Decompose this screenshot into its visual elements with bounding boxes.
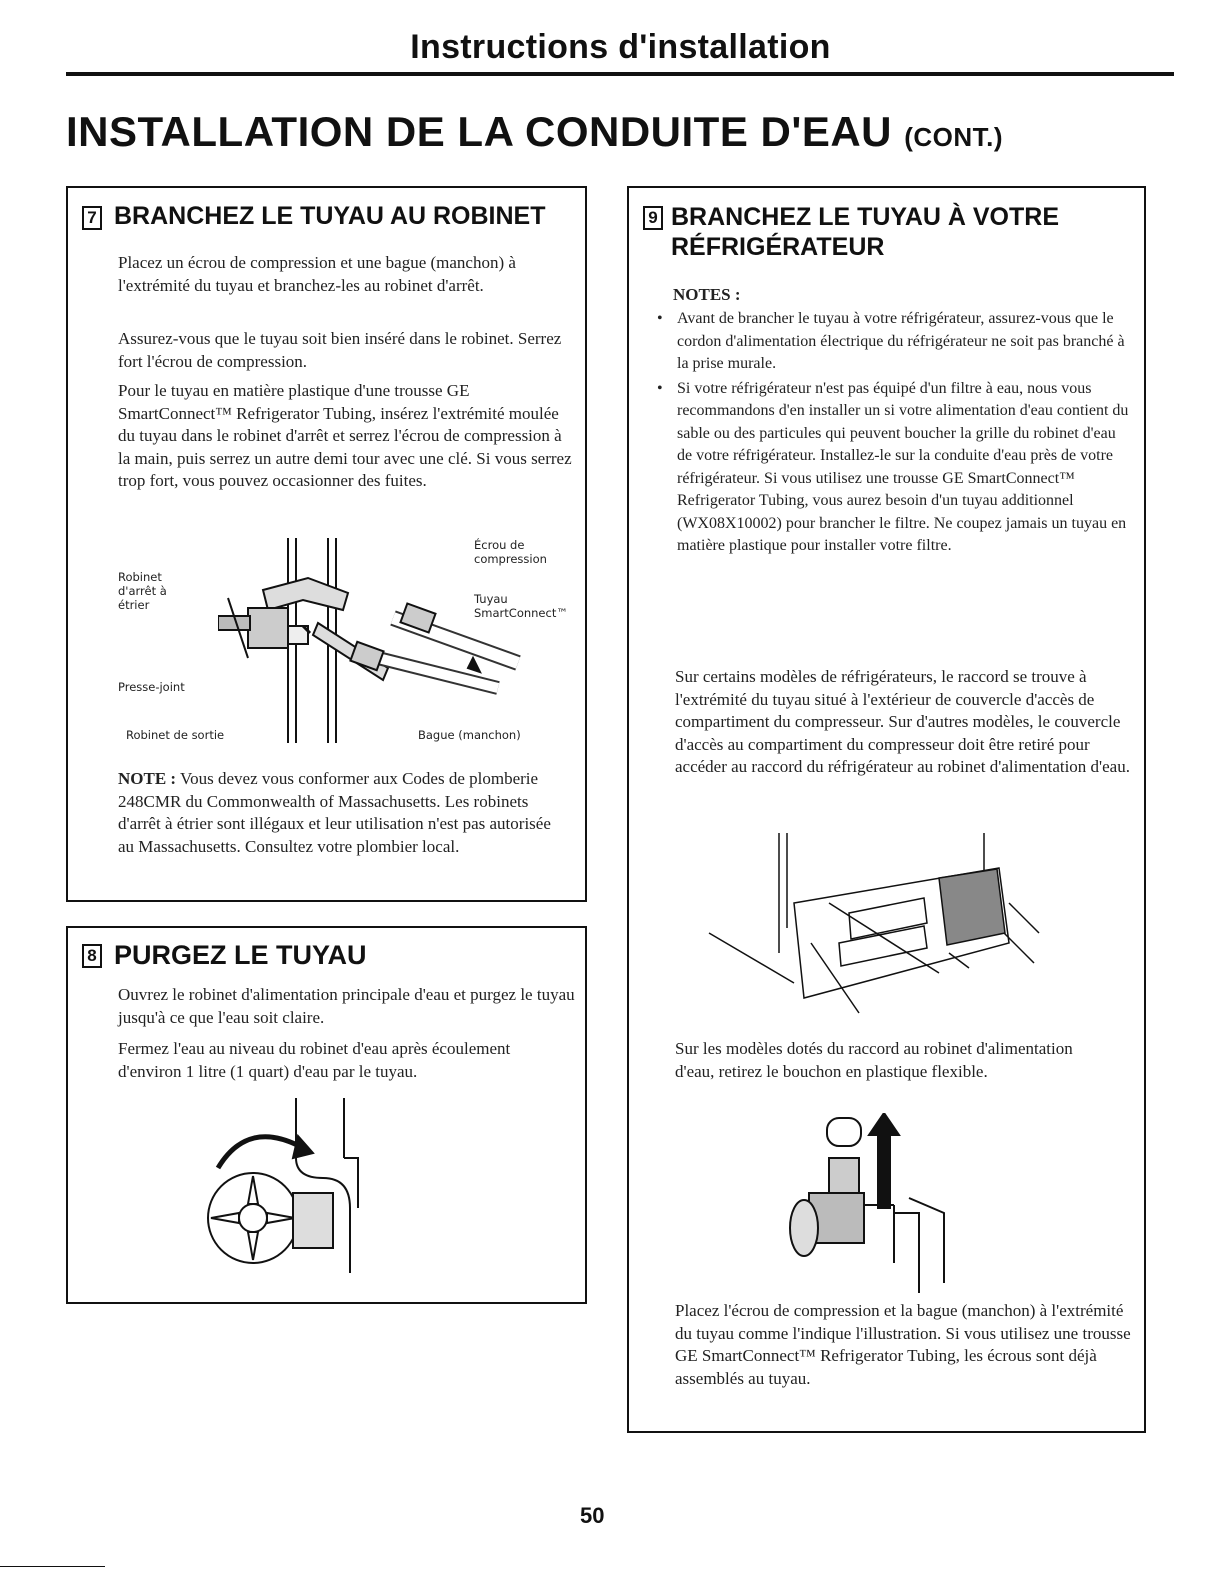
list-item: • Avant de brancher le tuyau à votre réfrigérateur, assurez-vous que le cordon d'alimentation électrique du réfrigérateur ne soit pas branché à la prise murale.: [651, 308, 1131, 376]
header-rule: [66, 72, 1174, 76]
label-robinet-arret: Robinet d'arrêt à étrier: [118, 570, 167, 612]
step-9-box: [627, 186, 1146, 1433]
shutoff-valve-illustration: [218, 538, 548, 748]
step-8-paragraph-2: Fermez l'eau au niveau du robinet d'eau après écoulement d'environ 1 litre (1 quart) d'eau par le tuyau.: [118, 1039, 511, 1081]
label-robinet-sortie: Robinet de sortie: [126, 728, 225, 742]
step-7-note: [118, 768, 563, 858]
water-valve-illustration: [198, 1098, 398, 1298]
step-8-number: 8: [82, 944, 102, 968]
step-9-paragraph-1: Sur certains modèles de réfrigérateurs, le raccord se trouve à l'extrémité du tuyau situé à l'extérieur de couvercle d'accès de compartiment du compresseur. Sur d'autres modèles, le couvercle d'accès au compartiment du compresseur doit être retiré pour accéder au raccord du réfrigérateur au robinet d'alimentation d'eau.: [675, 667, 1130, 776]
step-7-paragraph-1: Placez un écrou de compression et une bague (manchon) à l'extrémité du tuyau et branchez-les au robinet d'arrêt.: [118, 253, 516, 295]
footer-rule: [0, 1566, 105, 1567]
step-8-paragraph-1: Ouvrez le robinet d'alimentation principale d'eau et purgez le tuyau jusqu'à ce que l'eau soit claire.: [118, 985, 575, 1027]
step-8-title: PURGEZ LE TUYAU: [114, 940, 367, 970]
plastic-cap-illustration: [784, 1113, 964, 1298]
page-title: [66, 108, 1003, 156]
step-7-number: 7: [82, 206, 102, 230]
step-7-paragraph-3: Pour le tuyau en matière plastique d'une trousse GE SmartConnect™ Refrigerator Tubing, insérez l'extrémité moulée du tuyau dans le robinet d'arrêt et serrez l'écrou de compression à la main, puis serrez un autre demi tour avec une clé. Si vous serrez trop fort, vous pouvez occasionner des fuites.: [118, 381, 572, 490]
step-9-notes-label: NOTES :: [673, 285, 741, 304]
label-bague: Bague (manchon): [418, 728, 521, 742]
compressor-cover-illustration: [699, 833, 1049, 1033]
step-9-title-line-1: BRANCHEZ LE TUYAU À VOTRE: [671, 203, 1059, 231]
list-item: • Si votre réfrigérateur n'est pas équipé d'un filtre à eau, nous vous recommandons d'en installer un si votre alimentation d'eau contient du sable ou des particules qui peuvent boucher la grille du robinet d'eau de votre réfrigérateur. Installez-le sur la conduite d'eau près de votre réfrigérateur. Si vous utilisez une trousse GE SmartConnect™ Refrigerator Tubing, vous aurez besoin d'un tuyau additionnel (WX08X10002) pour brancher le filtre. Ne coupez jamais un tuyau en matière plastique pour installer votre filtre.: [651, 378, 1131, 558]
label-tuyau: Tuyau SmartConnect™: [474, 592, 568, 620]
label-ecrou: Écrou de compression: [474, 538, 547, 566]
step-7-note-text: Vous devez vous conformer aux Codes de plomberie 248CMR du Commonwealth of Massachusetts. Les robinets d'arrêt à étrier sont illégaux et leur utilisation n'est pas autorisée au Massachusetts. Consultez votre plombier local.: [118, 769, 551, 856]
page-number: 50: [580, 1503, 605, 1528]
document-header: Instructions d'installation: [410, 28, 831, 66]
step-9-notes-list: [651, 308, 1131, 560]
step-9-number: 9: [643, 206, 663, 230]
step-7-paragraph-2: Assurez-vous que le tuyau soit bien inséré dans le robinet. Serrez fort l'écrou de compression.: [118, 329, 562, 371]
step-7-note-label: NOTE :: [118, 769, 177, 788]
step-7-box: [66, 186, 587, 902]
step-7-title: BRANCHEZ LE TUYAU AU ROBINET: [114, 202, 546, 230]
step-9-paragraph-2: Sur les modèles dotés du raccord au robinet d'alimentation d'eau, retirez le bouchon en plastique flexible.: [675, 1039, 1073, 1081]
label-presse-joint: Presse-joint: [118, 680, 185, 694]
step-9-title-line-2: RÉFRIGÉRATEUR: [671, 233, 885, 261]
page-title-main: INSTALLATION DE LA CONDUITE D'EAU: [66, 108, 893, 155]
step-8-box: [66, 926, 587, 1304]
step-9-paragraph-3: Placez l'écrou de compression et la bague (manchon) à l'extrémité du tuyau comme l'indique l'illustration. Si vous utilisez une trousse GE SmartConnect™ Refrigerator Tubing, les écrous sont déjà assemblés au tuyau.: [675, 1301, 1131, 1388]
step-9-title: [671, 202, 1059, 262]
page-title-cont: (CONT.): [904, 122, 1004, 152]
